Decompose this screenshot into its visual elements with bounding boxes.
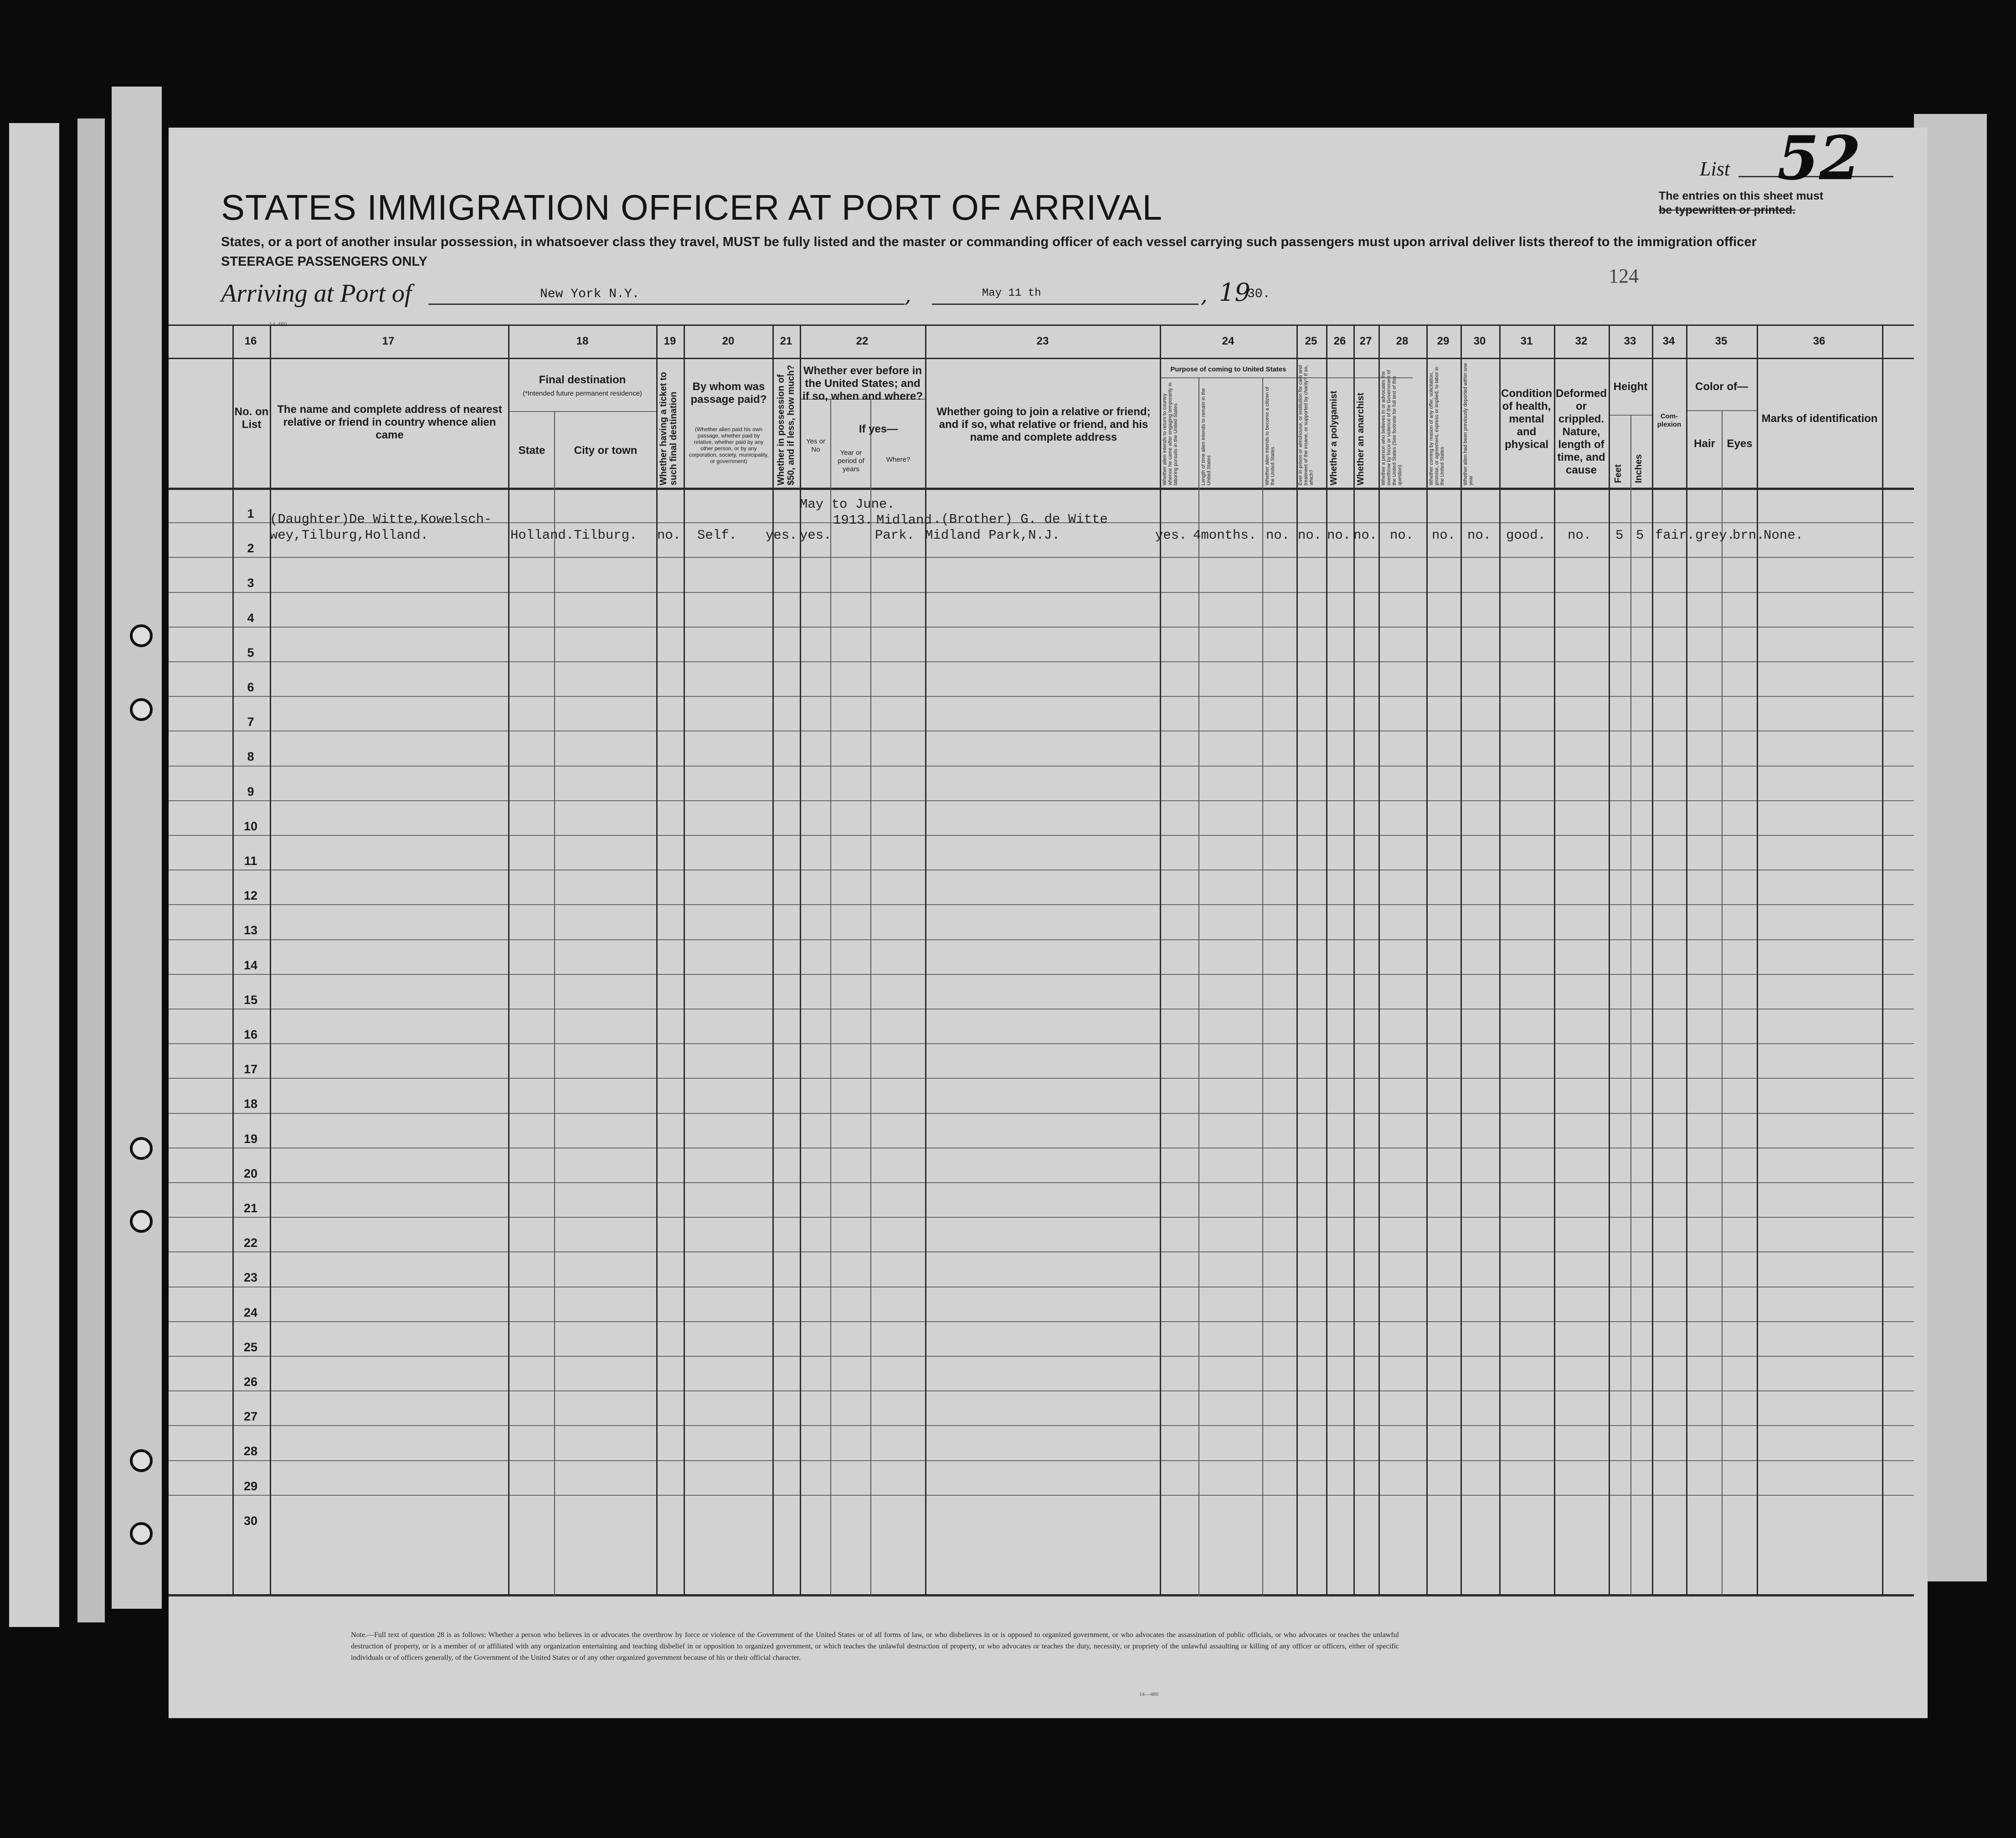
header-passage-note: (Whether alien paid his own passage, whether paid by relative, whether paid by any other person, or by any corporation, society, municipality, or government) [689,426,769,464]
row-number: 13 [243,923,258,937]
col-divider [830,399,831,1595]
header-inches: Inches [1634,454,1644,483]
column-number: 22 [856,335,869,347]
entry-hair: grey. [1695,528,1735,543]
row-number: 3 [247,576,254,590]
column-number: 35 [1715,335,1728,347]
entry-deformed: no. [1568,528,1592,543]
column-number: 19 [663,335,676,347]
year-prefix: 19 [1219,278,1250,307]
binding-strip [112,87,162,1609]
header-purpose-return: Whether alien intends to return to country whence he came after engaging temporarily in laboring pursuits in the United States [1162,382,1178,485]
row-number: 29 [243,1479,258,1493]
entry-polygamist: no. [1327,528,1351,543]
entry-citizen: no. [1266,528,1290,543]
header-q30: Whether alien had been previously deported within one year [1463,363,1474,485]
header-final-destination: Final destination [539,374,626,386]
entry-possession: yes. [766,528,797,543]
column-number: 26 [1333,335,1346,347]
form-title: STATES IMMIGRATION OFFICER AT PORT OF ARRIVAL [221,187,1163,227]
header-ever-before: Whether ever before in the United States; and if so, when and where? [802,365,923,402]
col-divider [1461,324,1462,1596]
row-number: 16 [243,1028,258,1041]
header-where: Where? [886,456,910,463]
sheet-number: 124 [1609,265,1639,287]
year-suffix: 30. [1247,287,1270,301]
entry-year-line2: 1913. [833,513,873,528]
row-number: 23 [243,1271,258,1284]
port-value: New York N.Y. [540,287,640,301]
col-divider [554,411,555,1596]
col-divider [1882,324,1883,1596]
column-number: 27 [1359,335,1372,347]
entry-feet: 5 [1615,528,1624,543]
row-number: 22 [243,1236,258,1250]
row-number: 14 [243,958,258,972]
punch-hole [130,698,153,721]
entry-relative-line1: (Daughter)De Witte,Kowelsch- [270,512,492,527]
entry-passage: Self. [697,528,737,543]
steerage-label: STEERAGE PASSENGERS ONLY [221,254,427,269]
column-number: 29 [1437,335,1450,347]
entry-join-line1: .(Brother) G. de Witte [933,512,1108,527]
header-hair: Hair [1694,438,1715,450]
col-divider [684,324,685,1596]
entry-where-line1: Midland [876,513,932,528]
header-eyes: Eyes [1727,438,1753,450]
col-divider [1262,377,1263,1596]
column-number: 34 [1662,335,1675,347]
punch-hole [130,1137,153,1160]
entry-q29: no. [1432,528,1456,543]
row-number: 26 [243,1375,258,1389]
entry-q30: no. [1467,528,1491,543]
col-divider [232,324,234,1596]
header-health: Condition of health, mental and physical [1501,387,1552,451]
header-purpose-length: Length of time alien intends to remain in the United States [1201,388,1212,485]
column-number: 33 [1624,335,1636,347]
row-number: 15 [243,993,258,1007]
header-marks: Marks of identification [1761,412,1878,425]
entry-purpose: yes. [1155,528,1187,543]
col-divider [508,324,509,1596]
header-passage-paid: By whom was passage paid? [690,381,767,406]
row-number: 10 [243,819,258,833]
col-divider [772,324,774,1596]
column-number: 16 [244,335,257,347]
col-divider [1630,415,1631,1595]
row-number: 19 [243,1132,258,1146]
col-divider [870,399,871,1595]
entry-length: 4months. [1193,528,1257,543]
column-number: 28 [1396,335,1409,347]
row-number: 24 [243,1306,258,1319]
column-number: 24 [1222,335,1234,347]
row-number: 2 [247,541,254,555]
header-nearest-relative: The name and complete address of nearest relative or friend in country whence alien came [277,403,502,441]
header-ticket: Whether having a ticket to such final destination [658,372,679,485]
entry-destination: Holland.Tilburg. [510,528,638,543]
header-no-on-list: No. on List [234,406,269,431]
header-join-relative: Whether going to join a relative or friend; and if so, what relative or friend, and his name and complete address [936,406,1151,443]
col-divider [800,324,801,1596]
header-deformed: Deformed or crippled. Nature, length of time, and cause [1555,387,1607,476]
header-prison: Ever in prison or almshouse, or institution for care and treatment of the insane, or supported by charity? If so, which? [1298,365,1314,485]
col-divider [1722,410,1723,1595]
entry-anarchist: no. [1353,528,1378,543]
col-divider [1499,324,1501,1596]
header-complexion: Com-plexion [1657,412,1682,428]
column-number: 18 [576,335,589,347]
header-polygamist: Whether a polygamist [1329,391,1339,485]
entry-marks: None. [1764,528,1804,543]
column-number: 36 [1813,335,1826,347]
row-number: 27 [243,1410,258,1423]
entry-health: good. [1506,528,1546,543]
row-number: 12 [243,889,258,902]
list-number: 52 [1777,123,1861,194]
header-state: State [518,444,545,457]
row-number: 25 [243,1340,258,1354]
header-color-of: Color of— [1695,381,1748,393]
column-number: 32 [1575,335,1588,347]
header-feet: Feet [1613,464,1623,483]
header-yes-no: Yes or No [806,438,825,453]
column-number: 30 [1473,335,1486,347]
row-number: 30 [243,1514,258,1528]
form-instructions: States, or a port of another insular possession, in whatsoever class they travel, MUST be fully listed and the master or commanding officer of each vessel carrying such passengers must upon arrival deliver lists thereof to the immigration officer [221,235,1757,249]
adjacent-page-edge-left [9,123,59,1627]
col-divider [1609,324,1610,1596]
entry-year-line1: May to June. [800,497,895,512]
row-number: 11 [244,854,257,868]
column-number: 21 [780,335,792,347]
row-number: 7 [247,715,254,729]
entries-note-line-2: be typewritten or printed. [1659,204,1796,216]
sub-rule [508,411,656,412]
header-height: Height [1613,381,1648,393]
punch-hole [130,624,153,647]
entry-ticket: no. [657,528,681,543]
footnote-question-28: Note.—Full text of question 28 is as follows: Whether a person who believes in or advocates the overthrow by force or violence of the Government of the United States or of all forms of law, or who disbelieves in or is opposed to organized government, or who advocates the assassination of public officials, or who advocates or teaches the unlawful destruction of property, or is a member of or affiliated with any organization entertaining and teaching disbelief in or opposition to organized government, or which teaches the unlawful destruction of property, or who advocates or teaches the duty, necessity, or propriety of the unlawful assaulting or killing of any officer or officers, either of specific individuals or of officers generally, of the Government of the United States or of any other organized government because of his or their official character. [351,1631,1399,1662]
header-q28: Whether a person who believes in or advocates the overthrow by force or violence of the Government of the United States (See footnote for full text of this question) [1381,370,1403,485]
port-underline [428,304,905,305]
column-number: 20 [722,335,735,347]
comma-separator: , [905,283,911,307]
col-divider [1160,324,1161,1596]
header-city: City or town [574,444,638,457]
row-number: 20 [243,1167,258,1180]
row-number: 9 [247,785,254,798]
col-divider [656,324,658,1596]
row-number: 4 [247,611,254,625]
header-if-yes: If yes— [859,423,898,435]
row-number: 6 [247,680,254,694]
header-destination-note: (*Intended future permanent residence) [523,390,642,397]
row-number: 5 [247,646,254,659]
header-purpose-citizen: Whether alien intends to become a citizen of the United States [1265,386,1275,485]
arriving-label: Arriving at Port of [221,279,412,308]
row-number: 17 [243,1062,258,1076]
col-divider [1426,324,1428,1596]
entry-prison: no. [1298,528,1322,543]
entry-eyes: brn. [1733,528,1764,543]
row-number: 1 [247,507,254,520]
row-number: 28 [243,1444,258,1458]
comma-separator: , [1201,283,1208,307]
column-number: 17 [382,335,395,347]
entry-q28: no. [1390,528,1414,543]
row-number: 18 [243,1097,258,1111]
col-divider [1326,324,1327,1596]
entry-join-line2: Midland Park,N.J. [925,528,1060,543]
column-number: 25 [1305,335,1317,347]
date-underline [932,304,1198,305]
col-divider [1757,324,1758,1596]
col-divider [1652,324,1653,1596]
col-divider [1353,324,1355,1596]
col-divider [1296,324,1298,1596]
footer-form-number: 14—480 [1139,1691,1158,1697]
header-possession: Whether in possession of $50, and if less, how much? [776,365,796,485]
column-number: 31 [1520,335,1533,347]
entry-ever-before: yes. [800,528,832,543]
entry-complexion: fair. [1655,528,1695,543]
header-year-period: Year or period of years [838,449,864,473]
header-purpose: Purpose of coming to United States [1170,366,1286,373]
entry-where-line2: Park. [875,528,915,543]
adjacent-page-edge [77,118,105,1622]
header-anarchist: Whether an anarchist [1356,392,1366,485]
col-divider [1378,324,1380,1596]
list-label: List [1700,158,1730,180]
entry-inches: 5 [1636,528,1644,543]
header-q29: Whether coming by reason of any offer, solicitation, promise, or agreement, express or implied, to labor in the United States [1429,366,1445,485]
punch-hole [130,1449,153,1472]
row-number: 8 [247,750,254,763]
punch-hole [130,1522,153,1545]
col-divider [1686,324,1687,1596]
entry-relative-line2: wey,Tilburg,Holland. [270,528,429,543]
col-divider [1198,377,1199,1596]
punch-hole [130,1210,153,1233]
col-divider [1554,324,1555,1596]
date-month: May 11 th [982,287,1041,299]
arrival-line [221,279,1451,306]
entries-note-line-1: The entries on this sheet must [1659,190,1824,202]
manifest-sheet [169,123,1928,1718]
column-number: 23 [1036,335,1049,347]
entries-note [1659,189,1896,217]
row-number: 21 [243,1201,258,1215]
